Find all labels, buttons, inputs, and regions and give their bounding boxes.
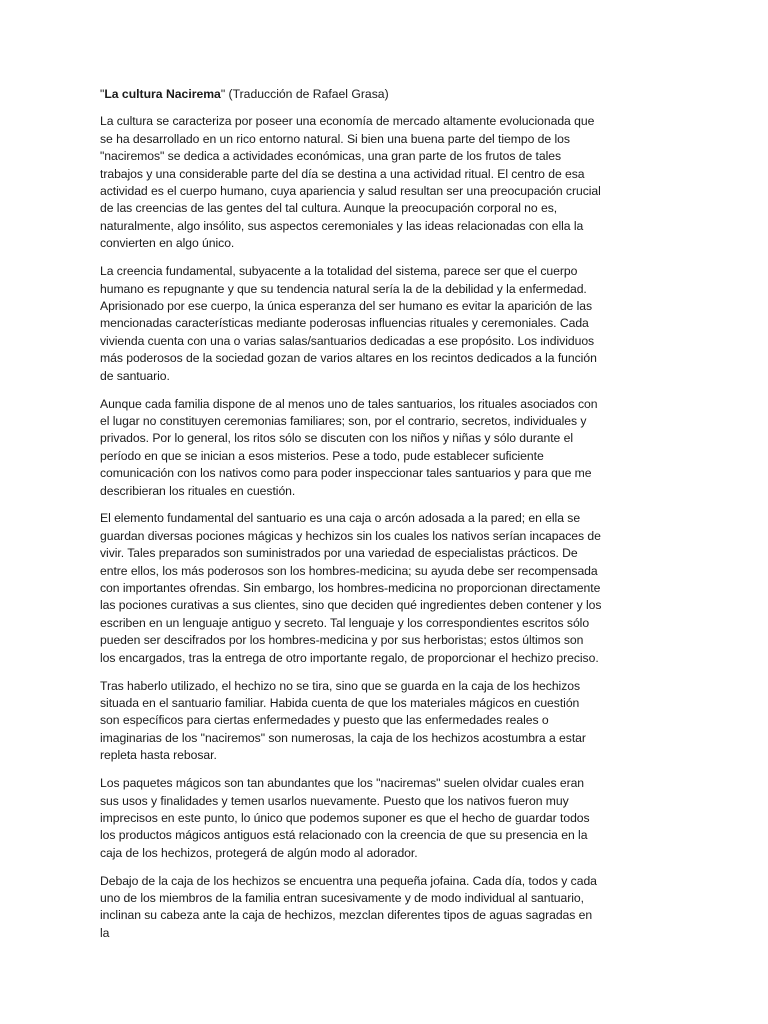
title-translator: (Traducción de Rafael Grasa) xyxy=(225,87,389,101)
title-quote-close: " xyxy=(220,87,226,101)
document-title xyxy=(100,86,602,103)
paragraph-5: Tras haberlo utilizado, el hechizo no se tira, sino que se guarda en la caja de los hechizos situada en el santuario familiar. Habida cuenta de que los materiales mágicos en cuestión son específicos para ciertas enfermedades y puesto que las enfermedades reales o imaginarias de los "naciremos" son numerosas, la caja de los hechizos acostumbra a estar repleta hasta rebosar. xyxy=(100,678,586,763)
paragraph-7: Debajo de la caja de los hechizos se encuentra una pequeña jofaina. Cada día, todos y cada uno de los miembros de la familia entran sucesivamente y de modo individual al santuario, inclinan su cabeza ante la caja de hechizos, mezclan diferentes tipos de aguas sagradas en la xyxy=(100,873,597,940)
paragraph-2: La creencia fundamental, subyacente a la totalidad del sistema, parece ser que el cuerpo humano es repugnante y que su tendencia natural sería la de la debilidad y la enfermedad. Aprisionado por ese cuerpo, la única esperanza del ser humano es evitar la aparición de las mencionadas características mediante poderosas influencias rituales y ceremoniales. Cada vivienda cuenta con una o varias salas/santuarios dedicadas a ese propósito. Los individuos más poderosos de la sociedad gozan de varios altares en los recintos dedicados a la función de santuario. xyxy=(100,264,597,383)
paragraph-6: Los paquetes mágicos son tan abundantes que los "naciremas" suelen olvidar cuales eran sus usos y finalidades y temen usarlos nuevamente. Puesto que los nativos fueron muy imprecisos en este punto, lo único que podemos suponer es que el hecho de guardar todos los productos mágicos antiguos está relacionado con la creencia de que su presencia en la caja de los hechizos, protegerá de algún modo al adorador. xyxy=(100,776,590,860)
title-quote-open: " xyxy=(100,87,105,101)
paragraph-1: La cultura se caracteriza por poseer una economía de mercado altamente evolucionada que se ha desarrollado en un rico entorno natural. Si bien una buena parte del tiempo de los "naciremos" se dedica a actividades económicas, una gran parte de los frutos de tales trabajos y una considerable parte del día se destina a una actividad ritual. El centro de esa actividad es el cuerpo humano, cuya apariencia y salud resultan ser una preocupación crucial de las creencias de las gentes del tal cultura. Aunque la preocupación corporal no es, naturalmente, algo insólito, sus aspectos ceremoniales y las ideas relacionadas con ella la convierten en algo único. xyxy=(100,114,601,251)
paragraph-4: El elemento fundamental del santuario es una caja o arcón adosada a la pared; en ella se guardan diversas pociones mágicas y hechizos sin los cuales los nativos serían incapaces de vivir. Tales preparados son suministrados por una variedad de especialistas prácticos. De entre ellos, los más poderosos son los hombres-medicina; su ayuda debe ser recompensada con importantes ofrendas. Sin embargo, los hombres-medicina no proporcionan directamente las pociones curativas a sus clientes, sino que deciden qué ingredientes deben contener y los escriben en un lenguaje antiguo y secreto. Tal lenguaje y los correspondientes escritos sólo pueden ser descifrados por los hombres-medicina y por sus herboristas; estos últimos son los encargados, tras la entrega de otro importante regalo, de proporcionar el hechizo preciso. xyxy=(100,511,602,665)
title-bold: La cultura Nacirema xyxy=(104,87,221,101)
paragraph-3: Aunque cada familia dispone de al menos uno de tales santuarios, los rituales asociados con el lugar no constituyen ceremonias familiares; son, por el contrario, secretos, individuales y privados. Por lo general, los ritos sólo se discuten con los niños y niñas y sólo durante el período en que se inician a esos misterios. Pese a todo, pude establecer suficiente comunicación con los nativos como para poder inspeccionar tales santuarios y para que me describieran los rituales en cuestión. xyxy=(100,396,598,498)
